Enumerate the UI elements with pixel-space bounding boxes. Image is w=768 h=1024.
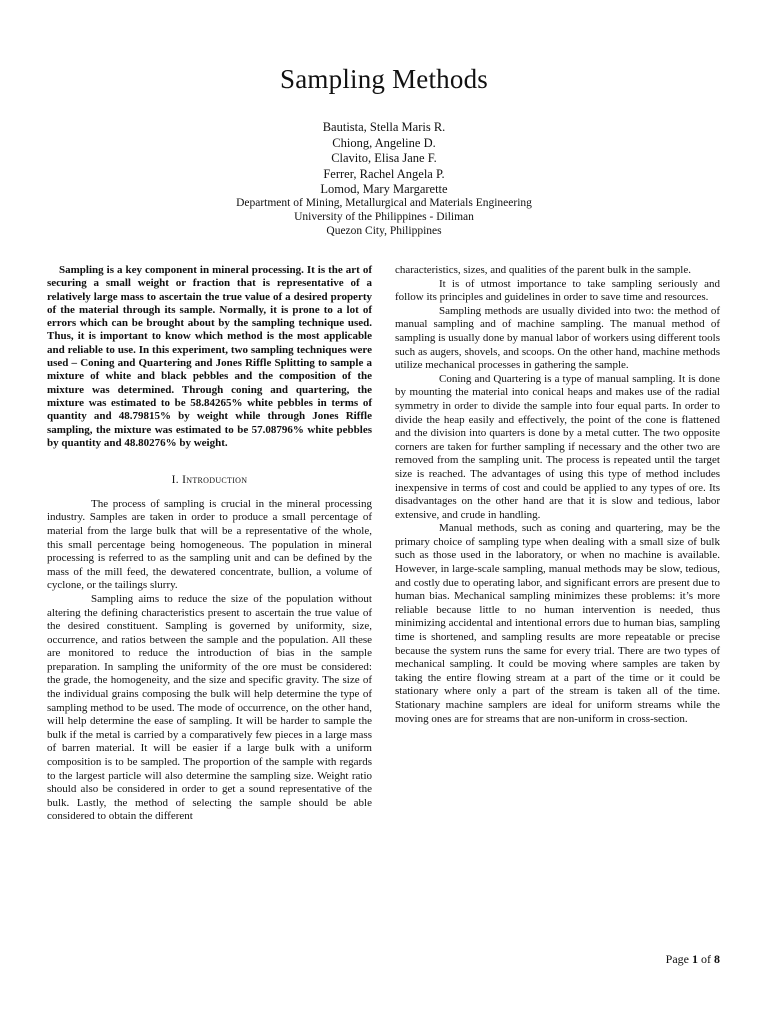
section-heading-introduction: I. Introduction bbox=[171, 474, 248, 487]
paper-title: Sampling Methods bbox=[280, 64, 488, 94]
author-name: Clavito, Elisa Jane F. bbox=[331, 151, 437, 165]
page-number bbox=[666, 952, 720, 967]
body-paragraph: Coning and Quartering is a type of manual sampling. It is done by mounting the material into conical heaps and makes use of the radial symmetry in order to divide the sample into four equal parts. In order to divide the heap easily and effectively, the point of the cone is flattened and the division into quarters is done by a metal cutter. The two opposite corners are taken for further sampling if necessary and the other two are removed from the sampling unit. The process is repeated until the target size is reached. The advantages of using this type of method includes inexpensive in terms of cost and could be applied to any types of ore. Its disadvantages on the other hand are that it is slow and tedious, labor extensive, and crude in handling. bbox=[395, 372, 720, 521]
page-of: of bbox=[701, 952, 711, 966]
affiliation bbox=[0, 196, 768, 239]
page-current: 1 bbox=[692, 952, 698, 966]
author-name: Lomod, Mary Margarette bbox=[320, 182, 448, 196]
affiliation-department: Department of Mining, Metallurgical and Materials Engineering bbox=[236, 197, 532, 209]
page-total: 8 bbox=[714, 952, 720, 966]
right-column bbox=[395, 264, 720, 726]
abstract: Sampling is a key component in mineral processing. It is the art of securing a small weight or fraction that is representative of a relatively large mass to ascertain the true value of a desired property of the material through its sample. Normally, it is prone to a lot of errors which can be brought about by the sampling technique used. Thus, it is important to know which method is the most applicable and reliable to use. In this experiment, two sampling techniques were used – Coning and Quartering and Jones Riffle Splitting to sample a mixture of white and black pebbles and the composition of the mixture was determined. Through coning and quartering, the mixture was estimated to be 58.84265% white pebbles in terms of quantity and 48.79815% by weight while through Jones Riffle sampling, the mixture was estimated to be 57.08796% white pebbles by quantity and 48.80276% by weight. bbox=[47, 264, 372, 449]
affiliation-location: Quezon City, Philippines bbox=[326, 225, 442, 238]
body-paragraph: Sampling aims to reduce the size of the population without altering the defining characteristics present to ascertain the true value of the desired constituent. Sampling is governed by uniformity, size, occurrence, and ratios between the sample and the population. All these are monitored to reduce the introduction of bias in the sample preparation. In sampling the uniformity of the ore must be considered: the grade, the homogeneity, and the size and specific gravity. The size of the individual grains composing the bulk will help determine the type of sampling method to be used. The mode of occurrence, on the other hand, will help determine the ease of sampling. It will be harder to sample the bulk if the metal is carried by a comparatively few pieces in a large mass of barren material. It will be easier if a large bulk with a uniform composition is to be sampled. The proportion of the sample with regards to the largest particle will also determine the sampling size. Weight ratio should also be considered in order to get a sound representative of the bulk. Lastly, the method of selecting the sample should be able considered to obtain the different bbox=[47, 592, 372, 823]
body-paragraph: Sampling methods are usually divided into two: the method of manual sampling and of machine sampling. The manual method of sampling is usually done by manual labor of workers using different tools such as augers, shovels, and scoops. On the other hand, machine methods utilize mechanical processes in gathering the sample. bbox=[395, 304, 720, 372]
author-name: Bautista, Stella Maris R. bbox=[322, 120, 446, 134]
body-paragraph-continuation: characteristics, sizes, and qualities of the parent bulk in the sample. bbox=[395, 264, 691, 276]
affiliation-university: University of the Philippines - Diliman bbox=[294, 211, 474, 224]
page-prefix: Page bbox=[665, 952, 689, 966]
author-name: Chiong, Angeline D. bbox=[332, 135, 436, 150]
body-paragraph: It is of utmost importance to take sampling seriously and follow its principles and guidelines in order to save time and resources. bbox=[395, 277, 720, 304]
body-paragraph: Manual methods, such as coning and quartering, may be the primary choice of sampling type when dealing with a small size of bulk such as those used in the laboratory, or when no machine is available. However, in large-scale sampling, manual methods may be slow, tedious, and costly due to operating labor, and significant errors are present due to human bias. Mechanical sampling minimizes these problems: it’s more reliable because little to no human intervention is needed, thus minimizing accidental and intentional errors due to human bias, sampling time is shortened, and sampling results are more repeatable or precise because the system runs the same for every trial. There are two types of mechanical sampling. It could be moving where samples are taken by taking the entire flowing stream at a part of the time or it could be stationary where only a part of the stream is taken all of the time. Stationary machine samplers are ideal for uniform streams while the moving ones are for streams that are non-uniform in cross-section. bbox=[395, 522, 720, 725]
author-name: Ferrer, Rachel Angela P. bbox=[323, 166, 445, 181]
body-paragraph: The process of sampling is crucial in the mineral processing industry. Samples are taken in order to produce a small percentage of material from the large bulk that will be a representative of the whole, this small percentage being homogeneous. The population in mineral processing is referred to as the sampling unit and can be defined by the mass of the mill feed, the dewatered concentrate, bullion, a volume of cyclone, or the tailings slurry. bbox=[47, 497, 372, 592]
left-column bbox=[47, 264, 372, 824]
author-list bbox=[0, 120, 768, 198]
